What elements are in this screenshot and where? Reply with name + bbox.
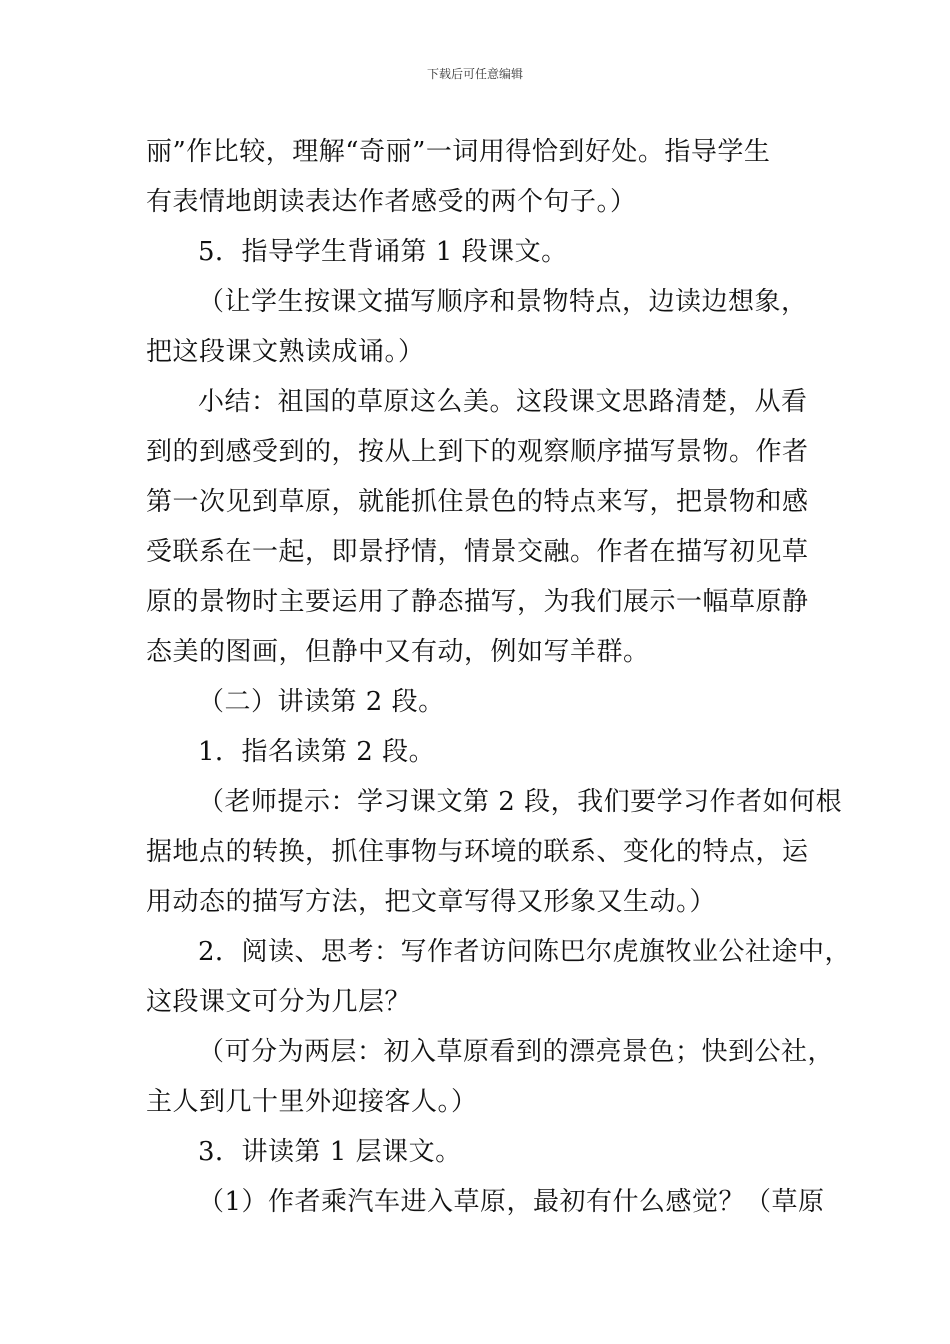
page-header: 下载后可任意编辑 <box>426 67 523 81</box>
text-line: 这段课文可分为几层？ <box>146 987 412 1017</box>
text-line: （老师提示：学习课文第 2 段，我们要学习作者如何根 <box>198 787 843 817</box>
text-line: 主人到几十里外迎接客人。） <box>146 1087 478 1117</box>
step-heading: 2．阅读、思考：写作者访问陈巴尔虎旗牧业公社途中， <box>198 937 852 967</box>
text-line: 态美的图画，但静中又有动，例如写羊群。 <box>146 637 650 667</box>
document-body <box>146 127 852 1227</box>
text-line: 丽”作比较，理解“奇丽”一词用得恰到好处。指导学生 <box>146 137 771 167</box>
text-line: 据地点的转换，抓住事物与环境的联系、变化的特点，运 <box>146 837 809 867</box>
section-heading: （二）讲读第 2 段。 <box>198 687 445 717</box>
step-heading: 5．指导学生背诵第 1 段课文。 <box>198 237 568 267</box>
text-line: （1）作者乘汽车进入草原，最初有什么感觉？（草原 <box>198 1187 825 1217</box>
summary-line: 小结：祖国的草原这么美。这段课文思路清楚，从看 <box>198 387 808 417</box>
text-line: （可分为两层：初入草原看到的漂亮景色；快到公社， <box>198 1037 835 1067</box>
text-line: 受联系在一起，即景抒情，情景交融。作者在描写初见草 <box>146 537 809 567</box>
step-heading: 1．指名读第 2 段。 <box>198 737 436 767</box>
text-line: 用动态的描写方法，把文章写得又形象又生动。） <box>146 887 717 917</box>
text-line: 第一次见到草原，就能抓住景色的特点来写，把景物和感 <box>146 487 809 517</box>
step-heading: 3．讲读第 1 层课文。 <box>198 1137 462 1167</box>
text-line: 原的景物时主要运用了静态描写，为我们展示一幅草原静 <box>146 587 809 617</box>
text-line: 到的到感受到的，按从上到下的观察顺序描写景物。作者 <box>146 437 809 467</box>
text-line: 把这段课文熟读成诵。） <box>146 337 425 367</box>
text-line: （让学生按课文描写顺序和景物特点，边读边想象， <box>198 287 808 317</box>
text-line: 有表情地朗读表达作者感受的两个句子。） <box>146 187 637 217</box>
